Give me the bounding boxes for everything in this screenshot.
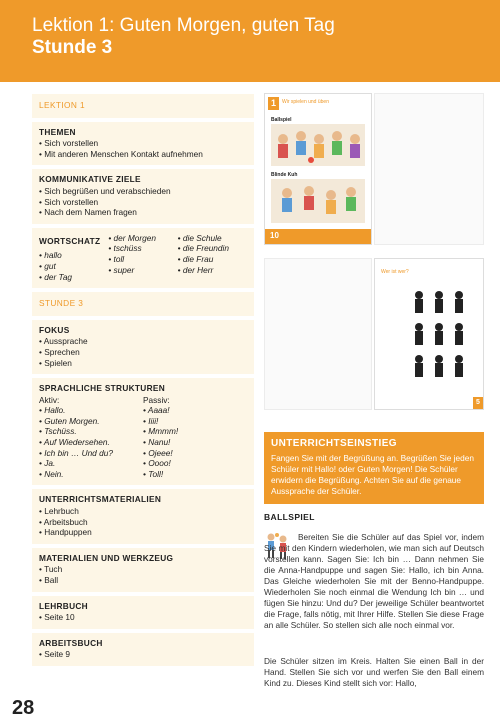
passiv-label: Passiv:: [143, 394, 170, 405]
list-item: • Aaaa!: [143, 405, 247, 416]
list-item: • super: [108, 265, 177, 276]
list-item: • toll: [108, 254, 177, 265]
textbook-page-number: 10: [270, 231, 279, 240]
list-item: • Nein.: [39, 469, 143, 480]
list-item: • Lehrbuch: [39, 506, 247, 517]
wortschatz-title: WORTSCHATZ: [39, 235, 101, 246]
list-item: • die Frau: [178, 254, 247, 265]
lehrbuch-title: LEHRBUCH: [39, 600, 88, 611]
blind-mans-buff-illustration: [271, 179, 365, 223]
themen-card: [32, 122, 254, 166]
faded-page-thumbnail: [374, 93, 484, 245]
list-item: • Sich vorstellen: [39, 138, 247, 149]
lehrbuch-card: [32, 596, 254, 629]
list-item: • Tuch: [39, 564, 247, 575]
list-item: • Sich begrüßen und verabschieden: [39, 186, 247, 197]
aktiv-label: Aktiv:: [39, 394, 60, 405]
workbook-heading: Wer ist wer?: [381, 269, 409, 275]
page-header: [0, 0, 500, 82]
list-item: • tschüss: [108, 243, 177, 254]
list-item: • Sprechen: [39, 347, 247, 358]
strukturen-title: SPRACHLICHE STRUKTUREN: [39, 383, 165, 394]
list-item: • der Morgen: [108, 233, 177, 244]
lesson-subtitle: Stunde 3: [32, 37, 113, 58]
list-item: • Spielen: [39, 358, 247, 369]
strukturen-card: [32, 378, 254, 485]
ballspiel-paragraph-1: Bereiten Sie die Schüler auf das Spiel vor, indem Sie mit den Kindern wiederholen, wie man sich auf Deutsch vorstellen kann. Sagen Sie: Ich bin … Dann nehmen Sie die Anna-Handpuppe und sagen Sie: Hallo, ich bin Anna. Das Gleiche wiederholen Sie mit der Benno-Handpuppe. Wiederholen Sie noch einmal die Wendung Ich bin … und fügen Sie hinzu: Und du? Der jeweilige Schüler beantwortet die Frage, falls nötig, mit Ihrer Hilfe. Stellen Sie diese Frage an alle Schüler. So stellen sich alle noch einmal vor.: [264, 532, 484, 630]
list-item: • Ja.: [39, 458, 143, 469]
list-item: • Handpuppen: [39, 527, 247, 538]
lesson-sidebar: [32, 94, 254, 670]
wortschatz-card: [32, 228, 254, 288]
list-item: • Aussprache: [39, 336, 247, 347]
children-ballgame-illustration: [271, 124, 365, 166]
page-number: 28: [12, 697, 35, 719]
list-item: • Ball: [39, 575, 247, 586]
list-item: • der Herr: [178, 265, 247, 276]
textbook-heading: Wir spielen und üben: [282, 99, 329, 105]
list-item: • Ojeee!: [143, 448, 247, 459]
faded-page-thumbnail: [264, 258, 372, 410]
lesson-title: Lektion 1: Guten Morgen, guten Tag: [32, 15, 335, 36]
materialien-card: [32, 489, 254, 543]
list-item: • Iiii!: [143, 416, 247, 427]
list-item: • Ich bin … Und du?: [39, 448, 143, 459]
materialien-title: UNTERRICHTSMATERIALIEN: [39, 494, 162, 505]
blinde-kuh-label: Blinde Kuh: [271, 172, 298, 178]
list-item: • Toll!: [143, 469, 247, 480]
list-item: • Mit anderen Menschen Kontakt aufnehmen: [39, 149, 247, 160]
list-item: • Guten Morgen.: [39, 416, 143, 427]
list-item: • Seite 10: [39, 612, 247, 623]
list-item: • Auf Wiedersehen.: [39, 437, 143, 448]
fokus-card: [32, 320, 254, 374]
lektion-label: LEKTION 1: [39, 100, 86, 110]
ballspiel-title: BALLSPIEL: [264, 512, 315, 522]
list-item: • Arbeitsbuch: [39, 517, 247, 528]
werkzeug-title: MATERIALIEN UND WERKZEUG: [39, 552, 174, 563]
unterrichtseinstieg-title: UNTERRICHTSEINSTIEG: [271, 438, 397, 449]
textbook-page-footer: [265, 229, 371, 244]
werkzeug-card: [32, 548, 254, 592]
list-item: • der Tag: [39, 272, 108, 283]
list-item: • Hallo.: [39, 405, 143, 416]
silhouette-figures-icon: [411, 289, 477, 389]
ziele-card: [32, 169, 254, 223]
list-item: • Sich vorstellen: [39, 197, 247, 208]
list-item: • Nach dem Namen fragen: [39, 207, 247, 218]
unterrichtseinstieg-box: [264, 432, 484, 504]
lektion-label-card: [32, 94, 254, 118]
themen-title: THEMEN: [39, 126, 76, 137]
workbook-page-number: 5: [473, 397, 483, 409]
arbeitsbuch-title: ARBEITSBUCH: [39, 637, 103, 648]
unterrichtseinstieg-text: Fangen Sie mit der Begrüßung an. Begrüßen Sie jeden Schüler mit Hallo! oder Guten Morgen! Die Schüler erwidern die Begrüßung. Achten Sie auf die genaue Aussprache der Schüler.: [271, 453, 474, 496]
list-item: • Seite 9: [39, 649, 247, 660]
lesson-number-tab: 1: [268, 97, 279, 110]
list-item: • Nanu!: [143, 437, 247, 448]
list-item: • Tschüss.: [39, 426, 143, 437]
list-item: • gut: [39, 261, 108, 272]
textbook-page-thumbnail: [264, 93, 372, 245]
arbeitsbuch-card: [32, 633, 254, 666]
stunde-label-card: [32, 292, 254, 316]
ballspiel-paragraph-2: Die Schüler sitzen im Kreis. Halten Sie einen Ball in der Hand. Stellen Sie sich vor und werfen Sie den Ball einem Kind zu. Dieses Kind stellt sich vor: Hallo,: [264, 656, 484, 688]
fokus-title: FOKUS: [39, 324, 70, 335]
list-item: • Mmmm!: [143, 426, 247, 437]
list-item: • Oooo!: [143, 458, 247, 469]
list-item: • die Freundin: [178, 243, 247, 254]
list-item: • hallo: [39, 250, 108, 261]
stunde-label: STUNDE 3: [39, 298, 84, 309]
ziele-title: KOMMUNIKATIVE ZIELE: [39, 174, 141, 185]
list-item: • die Schule: [178, 233, 247, 244]
ballspiel-label: Ballspiel: [271, 117, 292, 123]
workbook-page-thumbnail: [374, 258, 484, 410]
